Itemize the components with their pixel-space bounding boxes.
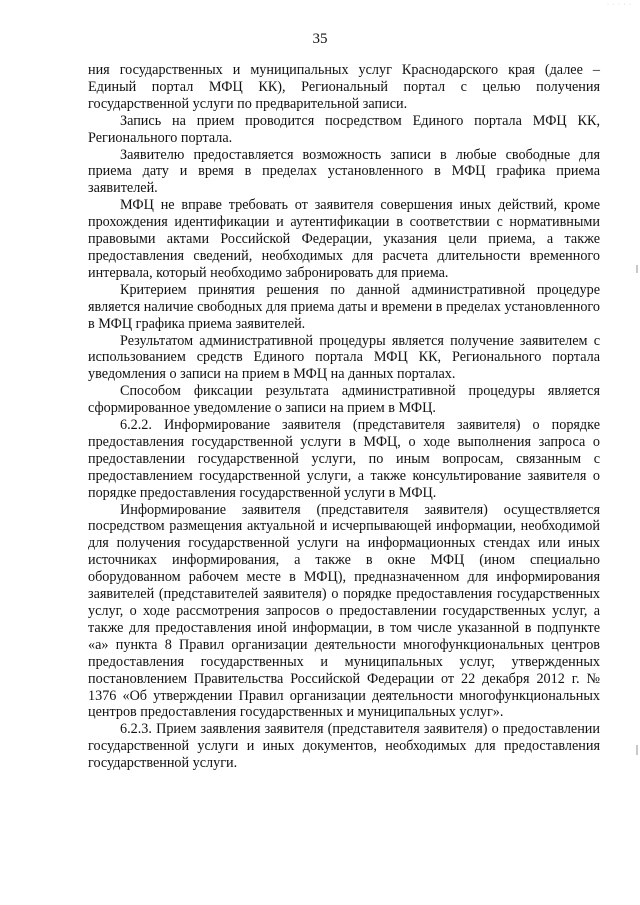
paragraph: Критерием принятия решения по данной административной процедуре является наличие свободных для приема даты и времени в пределах установленного в МФЦ графика приема заявителей. [88, 281, 600, 332]
paragraph: Способом фиксации результата административной процедуры является сформированное уведомление о записи на прием в МФЦ. [88, 383, 600, 417]
paragraph: МФЦ не вправе требовать от заявителя совершения иных действий, кроме прохождения идентификации и аутентификации в соответствии с нормативными правовыми актами Российской Федерации, указания цели приема, а также предоставления сведений, необходимых для расчета длительности временного интервала, который необходимо забронировать для приема. [88, 197, 600, 281]
paragraph: Заявителю предоставляется возможность записи в любые свободные для приема дату и время в пределах установленного в МФЦ графика приема заявителей. [88, 146, 600, 197]
corner-mark: · · · · · [607, 2, 632, 8]
paragraph-continuation: ния государственных и муниципальных услуг Краснодарского края (далее – Единый портал МФЦ КК), Региональный портал с целью получения государственной услуги по предварительной записи. [88, 62, 600, 112]
paragraph: Запись на прием проводится посредством Единого портала МФЦ КК, Регионального портала. [88, 112, 600, 146]
paragraph-section-6-2-2: 6.2.2. Информирование заявителя (представителя заявителя) о порядке предоставления государственной услуги в МФЦ, о ходе выполнения запроса о предоставлении государственной услуги, по иным вопросам, связанным с предоставлением государственной услуги, а также консультирование заявителя о порядке предоставления государственной услуги в МФЦ. [88, 417, 600, 501]
edge-mark-top [636, 265, 638, 273]
page-number: 35 [312, 31, 328, 47]
edge-mark-bottom [636, 745, 638, 755]
document-body [88, 62, 600, 772]
paragraph: Результатом административной процедуры является получение заявителем с использованием средств Единого портала МФЦ КК, Регионального портала уведомления о записи на прием в МФЦ на данных порталах. [88, 332, 600, 383]
paragraph: Информирование заявителя (представителя заявителя) осуществляется посредством размещения актуальной и исчерпывающей информации, необходимой для получения государственной услуги на информационных стендах или иных источниках информирования, а также в окне МФЦ (ином специально оборудованном рабочем месте в МФЦ), предназначенном для информирования заявителей (представителей заявителя) о порядке предоставления государственных услуг, о ходе рассмотрения запросов о предоставлении государственных услуг, а также для предоставления иной информации, в том числе указанной в подпункте «а» пункта 8 Правил организации деятельности многофункциональных центров предоставления государственных и муниципальных услуг, утвержденных постановлением Правительства Российской Федерации от 22 декабря 2012 г. № 1376 «Об утверждении Правил организации деятельности многофункциональных центров предоставления государственных и муниципальных услуг». [88, 501, 600, 721]
paragraph-section-6-2-3: 6.2.3. Прием заявления заявителя (представителя заявителя) о предоставлении государственной услуги и иных документов, необходимых для предоставления государственной услуги. [88, 721, 600, 772]
